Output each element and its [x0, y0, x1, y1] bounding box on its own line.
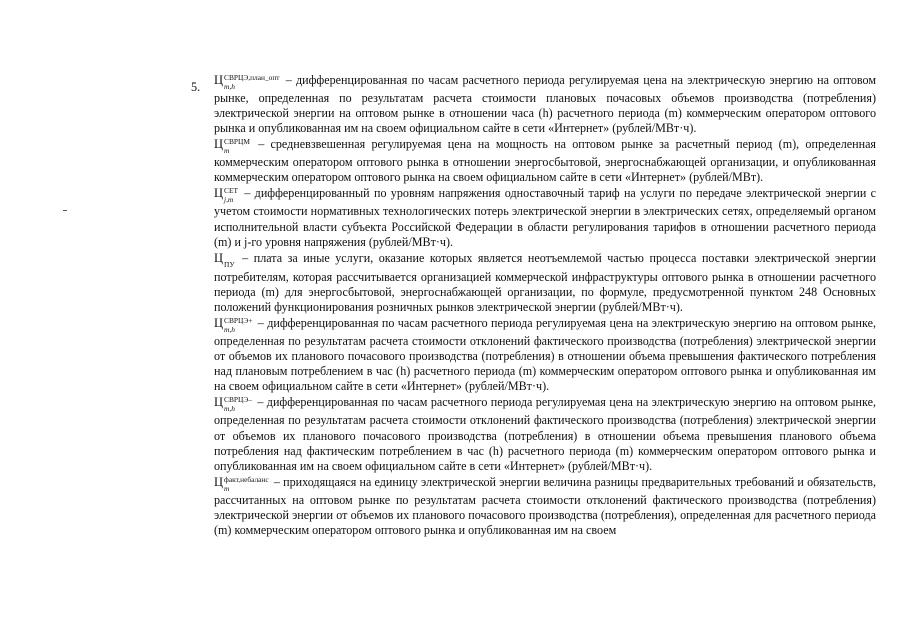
symbol-base: Ц	[214, 316, 224, 331]
symbol-superscript: СЕТ	[224, 186, 238, 196]
symbol	[214, 186, 238, 205]
symbol	[214, 137, 250, 156]
symbol-subscript: m	[224, 483, 230, 493]
symbol-superscript: ПУ	[224, 259, 235, 269]
symbol-superscript: СВРЦМ	[224, 137, 250, 147]
symbol-subscript: j,m	[224, 195, 234, 205]
symbol-base: Ц	[214, 474, 224, 489]
definition	[214, 137, 876, 185]
symbol-subscript: m	[224, 146, 230, 156]
symbol	[214, 316, 253, 335]
symbol-base: Ц	[214, 73, 224, 87]
symbol-base: Ц	[214, 137, 224, 152]
symbol-base: Ц	[214, 395, 224, 410]
symbol-superscript: СВРЦЭ–	[224, 395, 252, 405]
symbol-subscript: m,h	[224, 325, 235, 335]
symbol-subscript: m,h	[224, 82, 235, 91]
definition	[214, 475, 876, 538]
symbol	[214, 395, 252, 414]
definition	[214, 316, 876, 394]
definition-text: – дифференцированный по уровням напряжения одноставочный тариф на услуги по передаче электрической энергии с учетом стоимости нормативных технологических потерь электрической энергии в электрических сетях, определяемый органом исполнительной власти субъекта Российской Федерации в области регулирования тарифов в отношении расчетного периода (m) и j-го уровня напряжения (рублей/МВт·ч).	[214, 186, 876, 249]
definition	[214, 186, 876, 249]
symbol	[214, 250, 235, 269]
symbol-superscript: СВРЦЭ,план_опт	[224, 73, 280, 82]
symbol-base: Ц	[214, 250, 224, 265]
definition-text: – дифференцированная по часам расчетного периода регулируемая цена на электрическую энергию на оптовом рынке, определенная по результатам расчета стоимости плановых почасовых объемов производства (потребления) электрической энергии на оптовом рынке в отношении часа (h) расчетного периода (m) коммерческим оператором оптового рынка и опубликованная им на своем официальном сайте в сети «Интернет» (рублей/МВт·ч).	[214, 73, 876, 136]
definition-text: – дифференцированная по часам расчетного периода регулируемая цена на электрическую энергию на оптовом рынке, определенная по результатам расчета стоимости отклонений фактического производства (потребления) электрической энергии от объемов их планового почасового производства (потребления) в отношении объема превышения планового объема потребления над фактическим потреблением в час (h) расчетного периода (m) коммерческим оператором оптового рынка и опубликованная им на своем официальном сайте в сети «Интернет» (рублей/МВт·ч).	[214, 395, 876, 473]
definitions-list	[214, 73, 876, 539]
definition	[214, 395, 876, 473]
item-number: 5.	[191, 80, 201, 94]
definition-text: – плата за иные услуги, оказание которых является неотъемлемой частью процесса поставки электрической энергии потребителям, которая рассчитывается организацией коммерческой инфраструктуры оптового рынка в отношении расчетного периода (m) для энергосбытовой, энергоснабжающей организации, по формуле, предусмотренной пунктом 248 Основных положений функционирования розничных рынков электрической энергии (рублей/МВт·ч).	[214, 250, 876, 314]
symbol-superscript: СВРЦЭ+	[224, 316, 253, 326]
symbol	[214, 474, 269, 493]
definition-text: – дифференцированная по часам расчетного периода регулируемая цена на электрическую энергию на оптовом рынке, определенная по результатам расчета стоимости отклонений фактического производства (потребления) электрической энергии от объемов их планового почасового производства (потребления) в отношении объема превышения фактического потребления над плановым потреблением в час (h) расчетного периода (m) коммерческим оператором оптового рынка и опубликованная им на своем официальном сайте в сети «Интернет» (рублей/МВт·ч).	[214, 316, 876, 394]
definition-text: – средневзвешенная регулируемая цена на мощность на оптовом рынке за расчетный период (m), определенная коммерческим оператором оптового рынка в отношении энергосбытовой, энергоснабжающей организации, и опубликованная коммерческим оператором оптового рынка на своем официальном сайте в сети «Интернет» (рублей/МВт).	[214, 137, 876, 185]
symbol-subscript: m,h	[224, 404, 235, 414]
symbol-superscript: факт,небаланс	[224, 474, 269, 484]
scan-artifact	[63, 210, 67, 211]
symbol	[214, 73, 280, 91]
definition	[214, 73, 876, 136]
definition	[214, 251, 876, 315]
symbol-base: Ц	[214, 186, 224, 201]
definition-text: – приходящаяся на единицу электрической энергии величина разницы предварительных требований и обязательств, рассчитанных на оптовом рынке по результатам расчета стоимости отклонений фактического производства (потребления) электрической энергии от объемов их планового почасового производства (потребления), определенная для расчетного периода (m) коммерческим оператором оптового рынка и опубликованная им на своем	[214, 474, 876, 537]
